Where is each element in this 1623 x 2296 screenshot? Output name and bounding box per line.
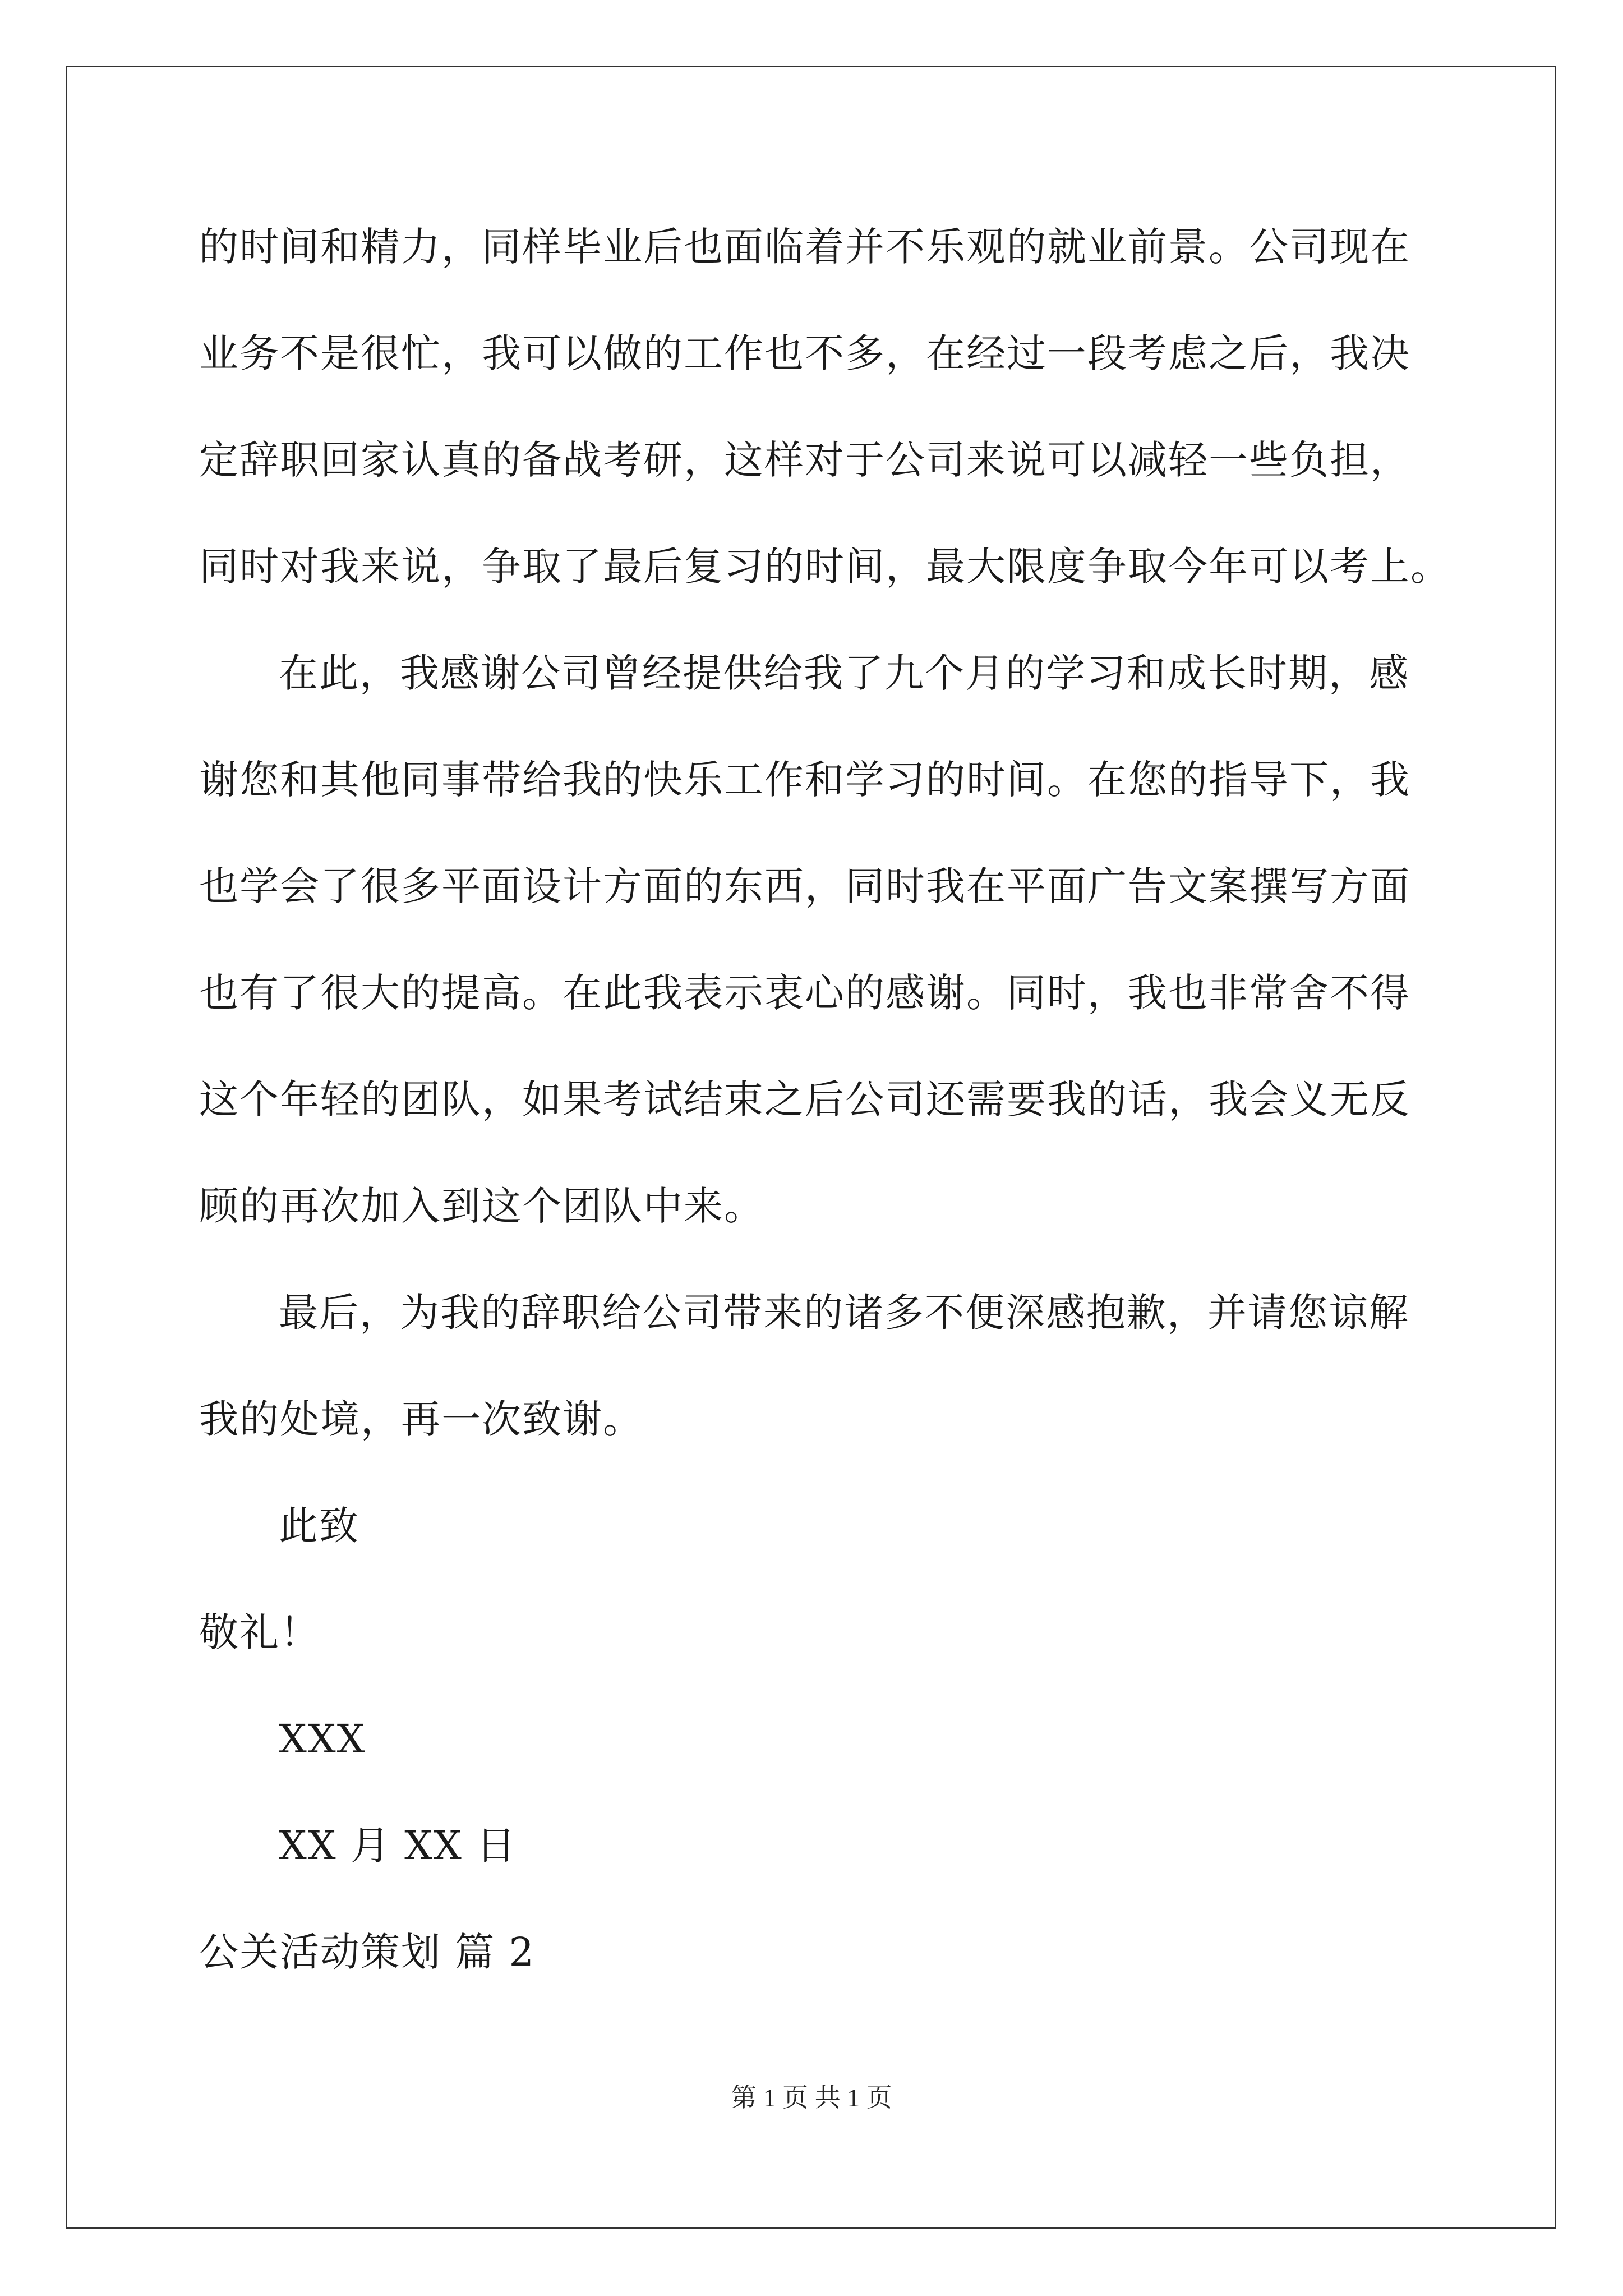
- signature-name: XXX: [279, 1716, 366, 1762]
- text-line: 也有了很大的提高。在此我表示衷心的感谢。同时，我也非常舍不得: [199, 970, 1410, 1016]
- text-line: 这个年轻的团队，如果考试结束之后公司还需要我的话，我会义无反: [199, 1076, 1410, 1122]
- page-frame: [66, 66, 1556, 2229]
- closing-salutation: 此致: [279, 1503, 359, 1549]
- text-line: 定辞职回家认真的备战考研，这样对于公司来说可以减轻一些负担，: [199, 437, 1410, 483]
- signature-date: XX 月 XX 日: [279, 1823, 517, 1869]
- text-line: 顾的再次加入到这个团队中来。: [199, 1183, 764, 1229]
- paragraph-start-line: 最后，为我的辞职给公司带来的诸多不便深感抱歉，并请您谅解: [279, 1290, 1409, 1336]
- text-line: 谢您和其他同事带给我的快乐工作和学习的时间。在您的指导下，我: [199, 757, 1410, 803]
- section-heading: 公关活动策划 篇 2: [199, 1929, 536, 1975]
- text-line: 同时对我来说，争取了最后复习的时间，最大限度争取今年可以考上。: [199, 544, 1451, 590]
- closing-regards: 敬礼！: [199, 1609, 320, 1655]
- text-line: 也学会了很多平面设计方面的东西，同时我在平面广告文案撰写方面: [199, 863, 1410, 909]
- page-number-footer: 第 1 页 共 1 页: [731, 2083, 892, 2112]
- text-line: 业务不是很忙，我可以做的工作也不多，在经过一段考虑之后，我决: [199, 330, 1410, 376]
- text-line: 我的处境，再一次致谢。: [199, 1396, 643, 1442]
- paragraph-start-line: 在此，我感谢公司曾经提供给我了九个月的学习和成长时期，感: [279, 650, 1409, 696]
- text-line: 的时间和精力，同样毕业后也面临着并不乐观的就业前景。公司现在: [199, 224, 1410, 270]
